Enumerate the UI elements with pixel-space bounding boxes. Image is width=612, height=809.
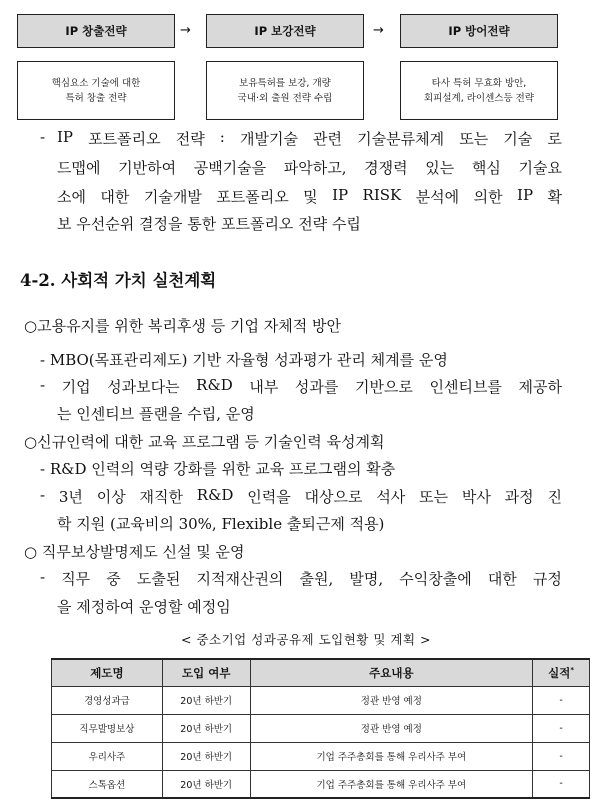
invention-heading: ○ 직무보상발명제도 신설 및 운영 — [24, 543, 245, 561]
ip-defense-strategy — [400, 14, 558, 120]
box-desc-line: 국내·외 출원 전략 수립 — [237, 92, 333, 104]
performance-sharing-table — [51, 658, 590, 799]
training-bullet-2-cont: 학 지원 (교육비의 30%, Flexible 출퇴근제 적용) — [57, 515, 385, 533]
table-cell: 20년 하반기 — [162, 714, 250, 742]
right-arrow-icon: → — [373, 23, 384, 38]
right-arrow-icon: → — [180, 23, 191, 38]
table-cell: 기업 주주총회를 통해 우리사주 부여 — [250, 742, 532, 770]
portfolio-line: IP 포트폴리오 전략 : 개발기술 관련 기술분류체계 또는 기술 로 — [57, 128, 562, 148]
box-desc-line: 특허 창출 전략 — [65, 92, 127, 104]
table-cell: - — [533, 714, 590, 742]
welfare-bullet-2: - 기업 성과보다는 R&D 내부 성과를 기반으로 인센티브를 제공하 — [40, 376, 562, 396]
box-title: IP 방어전략 — [400, 14, 558, 48]
header-cell: 주요내용 — [250, 659, 532, 686]
portfolio-line: 보 우선순위 결정을 통한 포트폴리오 전략 수립 — [57, 215, 361, 233]
box-desc-line: 보유특허를 보강, 개량 — [239, 77, 331, 89]
training-bullet-2: - 3년 이상 재직한 R&D 인력을 대상으로 석사 또는 박사 과정 진 — [40, 486, 562, 506]
table-cell: 20년 하반기 — [162, 770, 250, 798]
table-caption: < 중소기업 성과공유제 도입현황 및 계획 > — [181, 632, 431, 647]
box-title: IP 창출전략 — [17, 14, 175, 48]
table-row — [52, 686, 590, 714]
table-row — [52, 742, 590, 770]
ip-reinforcement-strategy — [206, 14, 364, 120]
box-desc-line: 타사 특허 무효화 방안, — [431, 77, 527, 89]
table-header-row — [52, 659, 590, 686]
portfolio-line: 드맵에 기반하여 공백기술을 파악하고, 경쟁력 있는 핵심 기술요 — [57, 159, 562, 177]
table-row — [52, 770, 590, 798]
table-cell: - — [533, 686, 590, 714]
portfolio-line: 소에 대한 기술개발 포트폴리오 및 IP RISK 분석에 의한 IP 확 — [57, 186, 562, 206]
welfare-bullet-1: - MBO(목표관리제도) 기반 자율형 성과평가 관리 체계를 운영 — [40, 351, 448, 369]
table-cell: 정관 반영 예정 — [250, 686, 532, 714]
table-cell: 20년 하반기 — [162, 686, 250, 714]
box-desc-line: 핵심요소 기술에 대한 — [51, 77, 141, 89]
header-cell: 제도명 — [52, 659, 163, 686]
training-heading: ○신규인력에 대한 교육 프로그램 등 기술인력 육성계획 — [24, 433, 385, 451]
section-title: 4-2. 사회적 가치 실천계획 — [20, 271, 217, 290]
bullet-dash: - — [40, 128, 46, 146]
welfare-heading: ○고용유지를 위한 복리후생 등 기업 자체적 방안 — [24, 317, 342, 335]
header-cell: 실적* — [533, 659, 590, 686]
box-description — [206, 61, 364, 120]
box-desc-line: 회피설계, 라이센스등 전략 — [423, 92, 534, 104]
table-cell: 기업 주주총회를 통해 우리사주 부여 — [250, 770, 532, 798]
invention-bullet-1-cont: 을 제정하여 운영할 예정임 — [57, 598, 231, 616]
ip-creation-strategy — [17, 14, 175, 120]
welfare-bullet-2-cont: 는 인센티브 플랜을 수립, 운영 — [57, 405, 255, 423]
table-cell: 20년 하반기 — [162, 742, 250, 770]
box-title: IP 보강전략 — [206, 14, 364, 48]
header-cell: 도입 여부 — [162, 659, 250, 686]
table-cell: 정관 반영 예정 — [250, 714, 532, 742]
table-cell: 스톡옵션 — [52, 770, 163, 798]
table-cell: 경영성과급 — [52, 686, 163, 714]
box-description — [17, 61, 175, 120]
invention-bullet-1: - 직무 중 도출된 지적재산권의 출원, 발명, 수익창출에 대한 규정 — [40, 568, 562, 588]
training-bullet-1: - R&D 인력의 역량 강화를 위한 교육 프로그램의 확충 — [40, 460, 396, 478]
ip-strategy-diagram — [17, 14, 562, 120]
table-cell: 직무발명보상 — [52, 714, 163, 742]
box-description — [400, 61, 558, 120]
table-cell: - — [533, 742, 590, 770]
table-cell: - — [533, 770, 590, 798]
table-row — [52, 714, 590, 742]
table-cell: 우리사주 — [52, 742, 163, 770]
